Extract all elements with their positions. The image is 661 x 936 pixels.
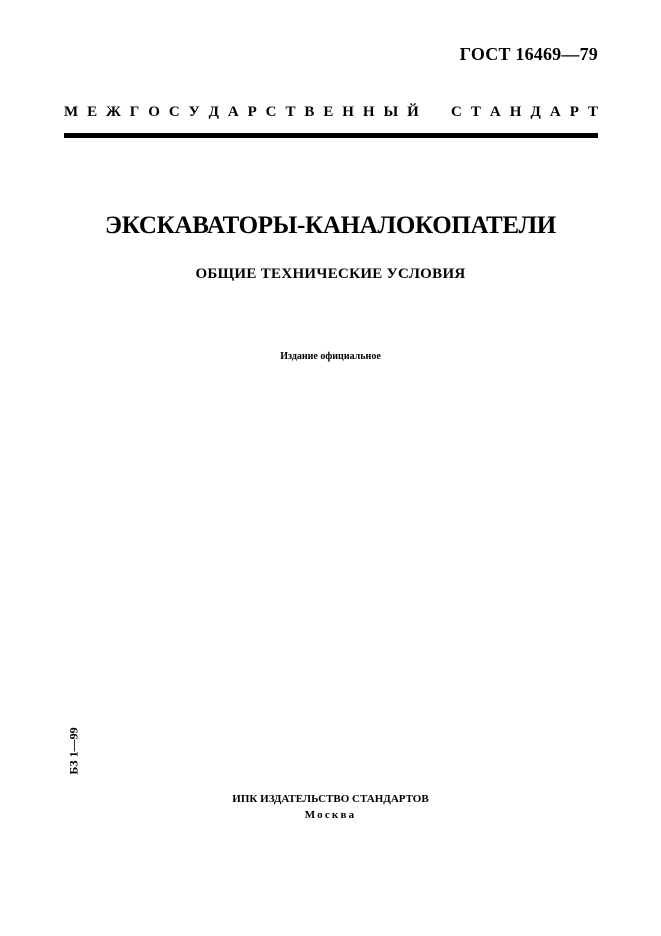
category-letter: С xyxy=(168,104,180,120)
publisher-city: Москва xyxy=(304,809,357,821)
publisher-name: ИПК ИЗДАТЕЛЬСТВО СТАНДАРТОВ xyxy=(232,793,429,805)
document-subtitle: ОБЩИЕ ТЕХНИЧЕСКИЕ УСЛОВИЯ xyxy=(195,266,466,282)
category-word-standard xyxy=(451,104,598,121)
category-letter: Р xyxy=(569,104,579,120)
header-rule xyxy=(64,133,598,138)
category-letter: Н xyxy=(342,104,354,120)
side-code: БЗ 1—99 xyxy=(66,727,81,775)
category-letter: Й xyxy=(407,104,419,120)
category-letter: Е xyxy=(323,104,334,120)
category-letter: Д xyxy=(530,104,541,120)
category-letter: Т xyxy=(587,104,598,120)
document-title: ЭКСКАВАТОРЫ-КАНАЛОКОПАТЕЛИ xyxy=(105,212,556,239)
category-letter: Е xyxy=(87,104,98,120)
category-letter: А xyxy=(549,104,561,120)
category-letter: Н xyxy=(509,104,522,120)
category-word-interstate xyxy=(64,104,419,121)
category-letter: Г xyxy=(129,104,140,120)
category-letter: С xyxy=(451,104,462,120)
category-letter: М xyxy=(64,104,79,120)
category-letter: О xyxy=(148,104,160,120)
category-letter: Д xyxy=(208,104,219,120)
edition-note: Издание официальное xyxy=(280,351,381,362)
category-letter: С xyxy=(265,104,277,120)
standard-number: ГОСТ 16469—79 xyxy=(459,44,598,64)
category-letter: Т xyxy=(285,104,296,120)
category-letter: Т xyxy=(470,104,481,120)
category-letter: Ы xyxy=(383,104,399,120)
category-letter: А xyxy=(227,104,239,120)
category-letter: Р xyxy=(247,104,257,120)
standard-category xyxy=(64,104,598,121)
category-letter: В xyxy=(304,104,315,120)
category-letter: А xyxy=(489,104,501,120)
category-letter: Ж xyxy=(106,104,121,120)
category-letter: Н xyxy=(362,104,375,120)
category-letter: У xyxy=(188,104,200,120)
